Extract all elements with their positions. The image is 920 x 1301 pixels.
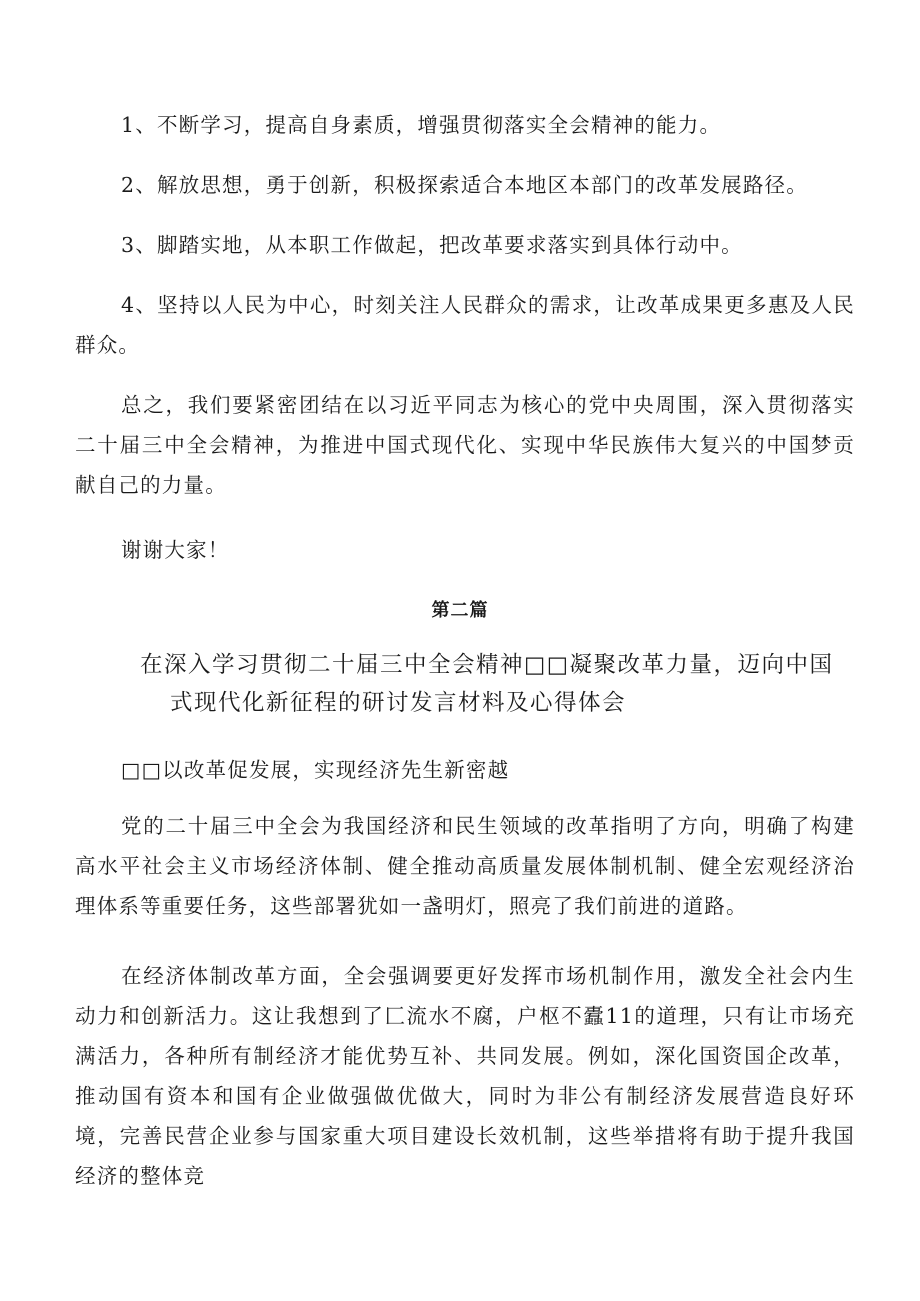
list-item-1: 1、不断学习，提高自身素质，增强贯彻落实全会精神的能力。 — [121, 113, 722, 137]
subheading: □□以改革促发展，实现经济先生新密越 — [121, 758, 510, 782]
document-title — [130, 646, 870, 722]
body-paragraph-2: 在经济体制改革方面，全会强调要更好发挥市场机制作用，激发全社会内生动力和创新活力。这让我想到了匚流水不腐，户枢不蠹11的道理，只有让市场充满活力，各种所有制经济才能优势互补、共同发展。例如，深化国资国企改革，推动国有资本和国有企业做强做优做大，同时为非公有制经济发展营造良好环境，完善民营企业参与国家重大项目建设长效机制，这些举措将有助于提升我国经济的整体竞 — [75, 964, 855, 1188]
list-item-2: 2、解放思想，勇于创新，积极探索适合本地区本部门的改革发展路径。 — [121, 173, 808, 197]
conclusion-paragraph: 总之，我们要紧密团结在以习近平同志为核心的党中央周围，深入贯彻落实二十届三中全会精神，为推进中国式现代化、实现中华民族伟大复兴的中国梦贡献自己的力量。 — [75, 393, 855, 497]
list-item-3: 3、脚踏实地，从本职工作做起，把改革要求落实到具体行动中。 — [121, 233, 743, 257]
document-title-line-1: 在深入学习贯彻二十届三中全会精神□□凝聚改革力量，迈向中国 — [140, 652, 834, 678]
thanks-text: 谢谢大家！ — [121, 538, 230, 562]
list-item-4: 4、坚持以人民为中心，时刻关注人民群众的需求，让改革成果更多惠及人民群众。 — [75, 293, 855, 357]
body-paragraph-1: 党的二十届三中全会为我国经济和民生领域的改革指明了方向，明确了构建高水平社会主义市场经济体制、健全推动高质量发展体制机制、健全宏观经济治理体系等重要任务，这些部署犹如一盏明灯，照亮了我们前进的道路。 — [75, 814, 855, 918]
document-title-line-2: 式现代化新征程的研讨发言材料及心得体会 — [170, 690, 627, 716]
section-heading: 第二篇 — [431, 600, 489, 621]
